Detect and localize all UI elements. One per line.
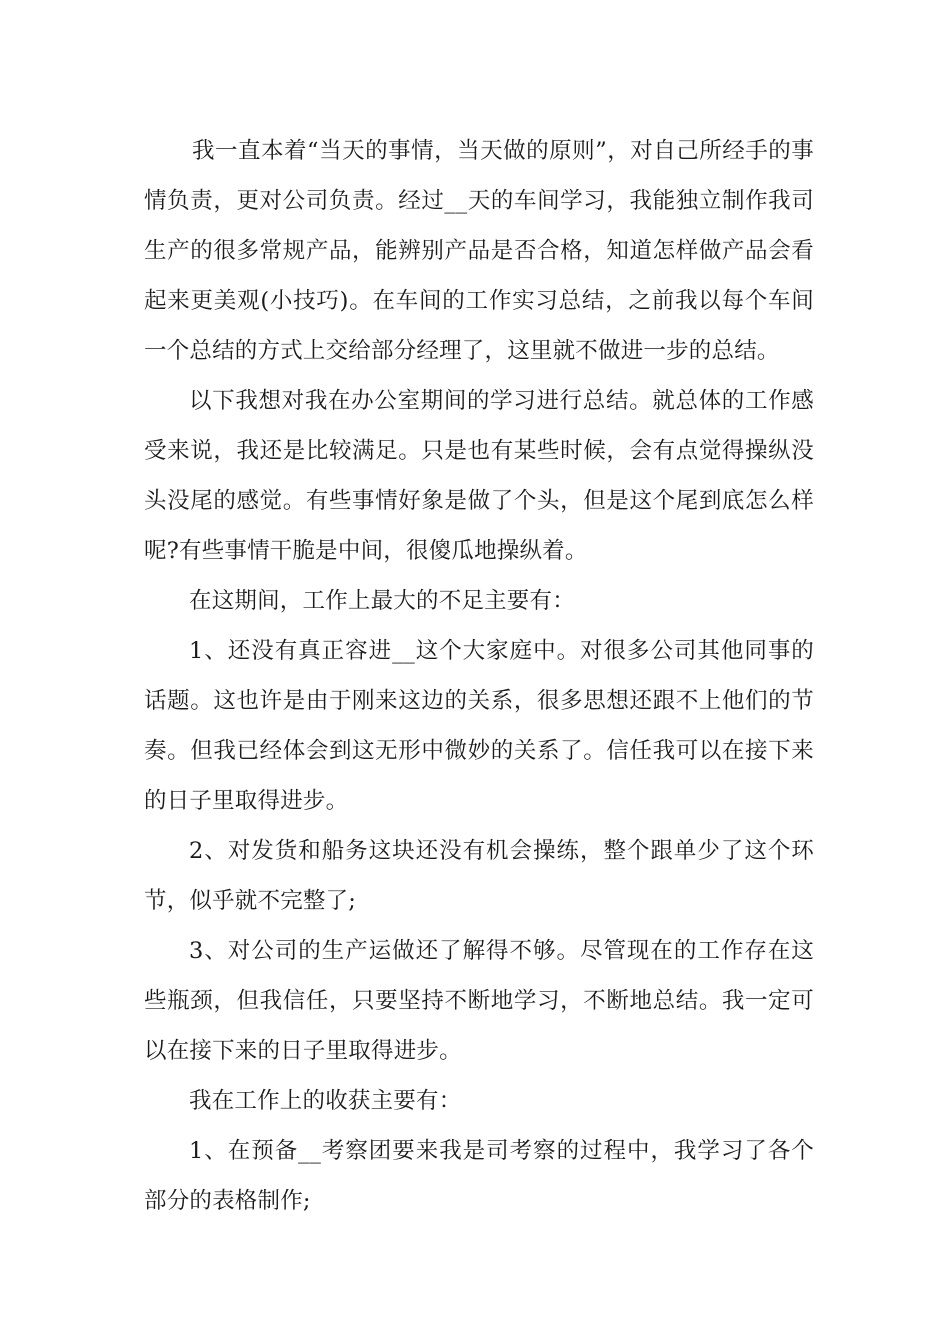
paragraph-shortcoming-3: 3、对公司的生产运做还了解得不够。尽管现在的工作存在这些瓶颈，但我信任，只要坚持不断地学习，不断地总结。我一定可以在接下来的日子里取得进步。 (144, 938, 814, 1064)
paragraph-shortcoming-1: 1、还没有真正容进__这个大家庭中。对很多公司其他同事的话题。这也许是由于刚来这边的关系，很多思想还跟不上他们的节奏。但我已经体会到这无形中微妙的关系了。信任我可以在接下来的日子里取得进步。 (144, 638, 814, 814)
document-body (144, 126, 814, 1226)
paragraph-shortcomings-heading: 在这期间，工作上最大的不足主要有： (189, 588, 575, 614)
paragraph-gain-1: 1、在预备__考察团要来我是司考察的过程中，我学习了各个部分的表格制作; (144, 1138, 814, 1214)
paragraph-shortcoming-2: 2、对发货和船务这块还没有机会操练，整个跟单少了这个环节，似乎就不完整了; (144, 838, 814, 914)
paragraph-office-summary: 以下我想对我在办公室期间的学习进行总结。就总体的工作感受来说，我还是比较满足。只是也有某些时候，会有点觉得操纵没头没尾的感觉。有些事情好象是做了个头，但是这个尾到底怎么样呢?有些事情干脆是中间，很傻瓜地操纵着。 (144, 388, 814, 564)
paragraph-work-principle: 我一直本着“当天的事情，当天做的原则”，对自己所经手的事情负责，更对公司负责。经过__天的车间学习，我能独立制作我司生产的很多常规产品，能辨别产品是否合格，知道怎样做产品会看起来更美观(小技巧)。在车间的工作实习总结，之前我以每个车间一个总结的方式上交给部分经理了，这里就不做进一步的总结。 (144, 138, 814, 364)
paragraph-gains-heading: 我在工作上的收获主要有： (189, 1088, 462, 1114)
